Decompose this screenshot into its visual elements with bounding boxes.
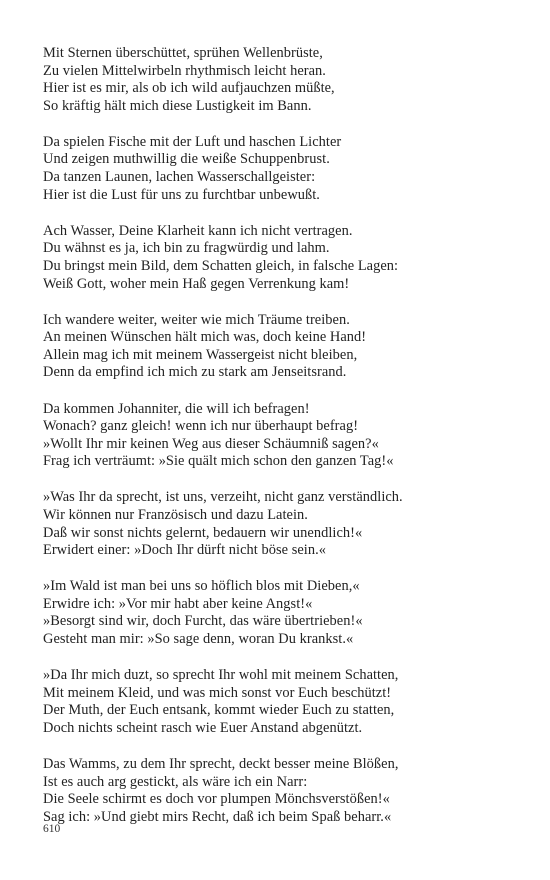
poem-text: [43, 45, 523, 845]
stanza-2: [43, 134, 523, 204]
verse-line: An meinen Wünschen hält mich was, doch keine Hand!: [43, 329, 367, 346]
verse-line: »Was Ihr da sprecht, ist uns, verzeiht, nicht ganz verständlich.: [43, 489, 403, 506]
verse-line: Mit meinem Kleid, und was mich sonst vor Euch beschützt!: [43, 684, 392, 701]
verse-line: So kräftig hält mich diese Lustigkeit im Bann.: [43, 97, 312, 114]
stanza-7: [43, 578, 523, 648]
verse-line: »Im Wald ist man bei uns so höflich blos mit Dieben,«: [43, 578, 360, 595]
verse-line: Wonach? ganz gleich! wenn ich nur überhaupt befrag!: [43, 418, 359, 435]
verse-line: Da kommen Johanniter, die will ich befragen!: [43, 400, 310, 417]
verse-line: Daß wir sonst nichts gelernt, bedauern wir unendlich!«: [43, 524, 363, 541]
stanza-3: [43, 223, 523, 293]
verse-line: Da spielen Fische mit der Luft und haschen Lichter: [43, 133, 342, 150]
verse-line: Erwidre ich: »Vor mir habt aber keine Angst!«: [43, 595, 313, 612]
verse-line: »Besorgt sind wir, doch Furcht, das wäre übertrieben!«: [43, 613, 363, 630]
verse-line: Die Seele schirmt es doch vor plumpen Mönchsverstößen!«: [43, 791, 390, 808]
verse-line: Gesteht man mir: »So sage denn, woran Du krankst.«: [43, 631, 354, 648]
verse-line: Hier ist es mir, als ob ich wild aufjauchzen müßte,: [43, 80, 335, 97]
verse-line: Mit Sternen überschüttet, sprühen Wellenbrüste,: [43, 45, 323, 61]
verse-line: »Wollt Ihr mir keinen Weg aus dieser Schäumniß sagen?«: [43, 435, 379, 452]
stanza-8: [43, 667, 523, 737]
verse-line: Ist es auch arg gestickt, als wäre ich ein Narr:: [43, 773, 308, 790]
verse-line: Erwidert einer: »Doch Ihr dürft nicht böse sein.«: [43, 542, 326, 559]
verse-line: Du bringst mein Bild, dem Schatten gleich, in falsche Lagen:: [43, 257, 399, 274]
verse-line: Du wähnst es ja, ich bin zu fragwürdig und lahm.: [43, 240, 330, 257]
verse-line: Zu vielen Mittelwirbeln rhythmisch leicht heran.: [43, 62, 326, 79]
verse-line: Weiß Gott, woher mein Haß gegen Verrenkung kam!: [43, 275, 350, 292]
verse-line: Wir können nur Französisch und dazu Latein.: [43, 506, 308, 523]
stanza-1: [43, 45, 523, 115]
stanza-6: [43, 489, 523, 559]
verse-line: Doch nichts scheint rasch wie Euer Anstand abgenützt.: [43, 719, 363, 736]
verse-line: Das Wamms, zu dem Ihr sprecht, deckt besser meine Blößen,: [43, 756, 399, 772]
verse-line: Da tanzen Launen, lachen Wasserschallgeister:: [43, 169, 316, 186]
verse-line: Der Muth, der Euch entsank, kommt wieder Euch zu statten,: [43, 702, 395, 719]
page-number: 610: [43, 823, 61, 835]
stanza-5: [43, 401, 523, 471]
verse-line: »Da Ihr mich duzt, so sprecht Ihr wohl mit meinem Schatten,: [43, 667, 399, 684]
verse-line: Ach Wasser, Deine Klarheit kann ich nicht vertragen.: [43, 222, 353, 239]
verse-line: Frag ich verträumt: »Sie quält mich schon den ganzen Tag!«: [43, 453, 394, 470]
verse-line: Sag ich: »Und giebt mirs Recht, daß ich beim Spaß beharr.«: [43, 808, 392, 825]
verse-line: Und zeigen muthwillig die weiße Schuppenbrust.: [43, 151, 330, 168]
verse-line: Allein mag ich mit meinem Wassergeist nicht bleiben,: [43, 346, 358, 363]
stanza-9: [43, 756, 523, 826]
verse-line: Ich wandere weiter, weiter wie mich Träume treiben.: [43, 311, 350, 328]
verse-line: Hier ist die Lust für uns zu furchtbar unbewußt.: [43, 186, 320, 203]
stanza-4: [43, 312, 523, 382]
verse-line: Denn da empfind ich mich zu stark am Jenseitsrand.: [43, 364, 347, 381]
